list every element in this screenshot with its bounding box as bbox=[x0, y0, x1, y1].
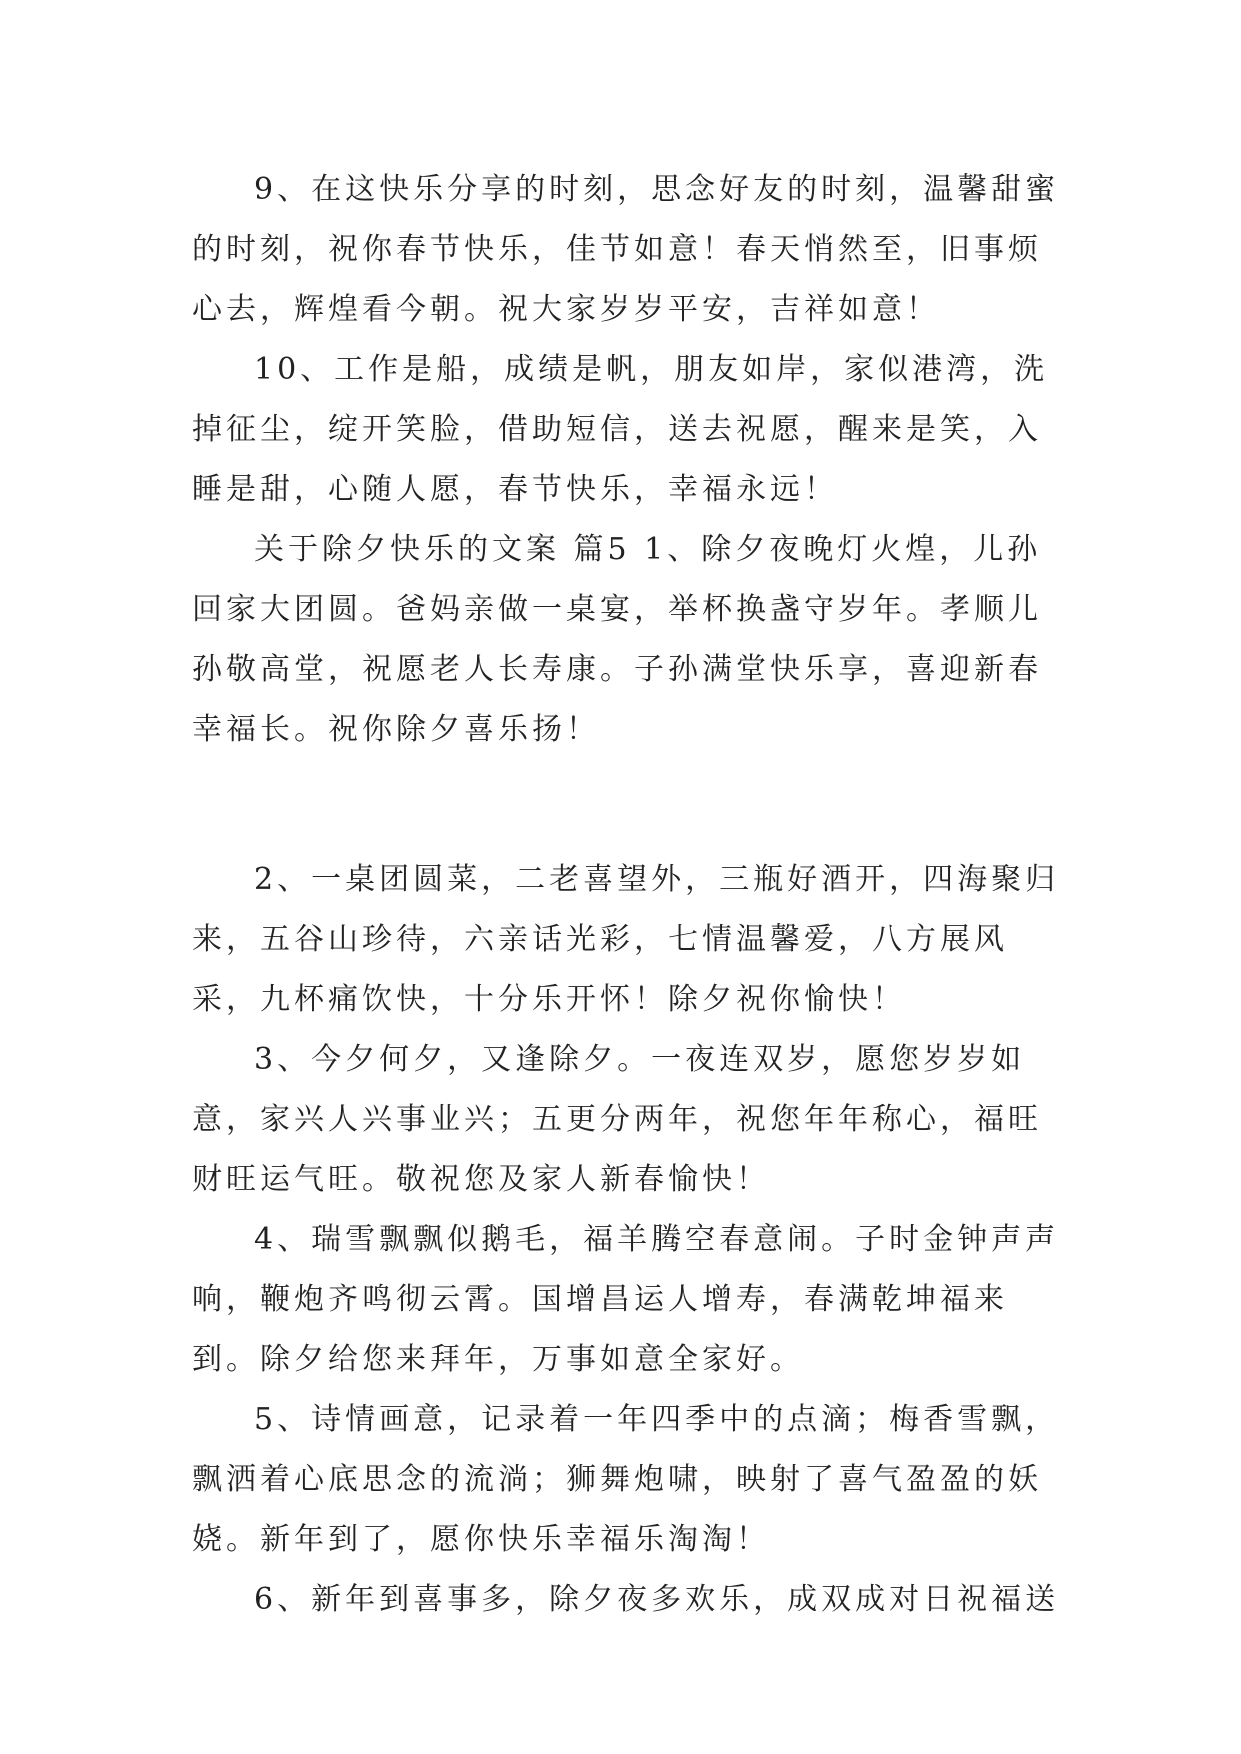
paragraph-wish-4: 4、瑞雪飘飘似鹅毛，福羊腾空春意闹。子时金钟声声响，鞭炮齐鸣彻云霄。国增昌运人增寿，春满乾坤福来到。除夕给您来拜年，万事如意全家好。 bbox=[192, 1222, 1060, 1377]
document-body bbox=[192, 160, 1062, 1630]
paragraph-wish-6: 6、新年到喜事多，除夕夜多欢乐，成双成对日祝福送 bbox=[254, 1582, 1060, 1617]
paragraph-section-5-wish-1: 关于除夕快乐的文案 篇5 1、除夕夜晚灯火煌，儿孙回家大团圆。爸妈亲做一桌宴，举杯换盏守岁年。孝顺儿孙敬高堂，祝愿老人长寿康。子孙满堂快乐享，喜迎新春幸福长。祝你除夕喜乐扬！ bbox=[192, 532, 1042, 747]
paragraph-wish-2: 2、一桌团圆菜，二老喜望外，三瓶好酒开，四海聚归来，五谷山珍待，六亲话光彩，七情温馨爱，八方展风采，九杯痛饮快，十分乐开怀！除夕祝你愉快！ bbox=[192, 862, 1060, 1017]
paragraph-wish-3: 3、今夕何夕，又逢除夕。一夜连双岁，愿您岁岁如意，家兴人兴事业兴；五更分两年，祝您年年称心，福旺财旺运气旺。敬祝您及家人新春愉快！ bbox=[192, 1042, 1042, 1197]
blank-gap bbox=[192, 760, 1062, 850]
paragraph-wish-10: 10、工作是船，成绩是帆，朋友如岸，家似港湾，洗掉征尘，绽开笑脸，借助短信，送去祝愿，醒来是笑，入睡是甜，心随人愿，春节快乐，幸福永远！ bbox=[192, 352, 1049, 507]
paragraph-wish-5: 5、诗情画意，记录着一年四季中的点滴；梅香雪飘，飘洒着心底思念的流淌；狮舞炮啸，映射了喜气盈盈的妖娆。新年到了，愿你快乐幸福乐淘淘！ bbox=[192, 1402, 1060, 1557]
paragraph-wish-9: 9、在这快乐分享的时刻，思念好友的时刻，温馨甜蜜的时刻，祝你春节快乐，佳节如意！春天悄然至，旧事烦心去，辉煌看今朝。祝大家岁岁平安，吉祥如意！ bbox=[192, 172, 1060, 327]
